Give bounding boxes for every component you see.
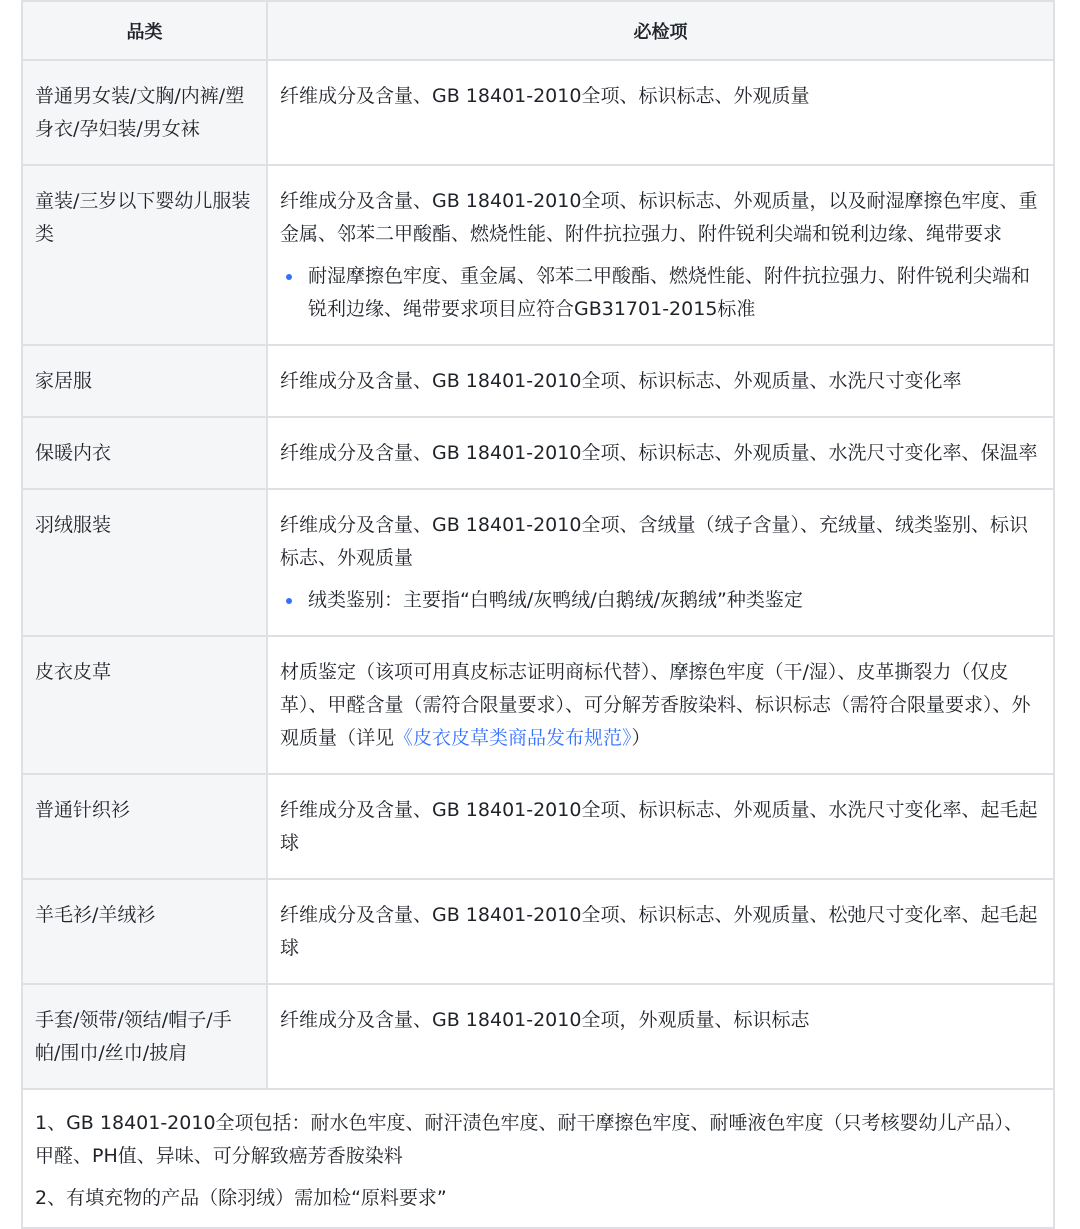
table-row [22,636,1054,774]
notes-row [22,1089,1054,1228]
row-checks: 纤维成分及含量、GB 18401-2010全项、标识标志、外观质量，以及耐湿摩擦色牢度、重金属、邻苯二甲酸酯、燃烧性能、附件抗拉强力、附件锐利尖端和锐利边缘、绳带要求 [280,190,1038,245]
table-row [22,879,1054,984]
checks-text-post: ） [631,727,651,749]
row-checks [268,637,1053,773]
row-category: 普通男女装/文胸/内裤/塑身衣/孕妇装/男女袜 [35,85,245,140]
table-row [22,60,1054,165]
table-row [22,417,1054,489]
table-row [22,345,1054,417]
checks-text-pre: 材质鉴定（该项可用真皮标志证明商标代替）、摩擦色牢度（干/湿）、皮革撕裂力（仅皮革）、甲醛含量（需符合限量要求）、可分解芳香胺染料、标识标志（需符合限量要求）、外观质量（详见 [280,661,1031,749]
table-row [22,984,1054,1089]
row-category: 羽绒服装 [35,514,112,536]
header-checks: 必检项 [267,1,1054,60]
inspection-table [21,0,1055,1229]
row-checks: 纤维成分及含量、GB 18401-2010全项、标识标志、外观质量、水洗尺寸变化率、起毛起球 [280,799,1038,854]
row-bullet-note: 耐湿摩擦色牢度、重金属、邻苯二甲酸酯、燃烧性能、附件抗拉强力、附件锐利尖端和锐利边缘、绳带要求项目应符合GB31701-2015标准 [280,260,1041,326]
row-category: 家居服 [35,370,93,392]
row-checks: 纤维成分及含量、GB 18401-2010全项、标识标志、外观质量、水洗尺寸变化率、保温率 [280,442,1038,464]
row-category: 手套/领带/领结/帽子/手帕/围巾/丝巾/披肩 [35,1009,232,1064]
row-category: 童装/三岁以下婴幼儿服装类 [35,190,251,245]
leather-spec-link[interactable]: 《皮衣皮草类商品发布规范》 [394,727,632,749]
note-2: 2、有填充物的产品（除羽绒）需加检“原料要求” [35,1187,447,1209]
row-bullet-note: 绒类鉴别：主要指“白鸭绒/灰鸭绒/白鹅绒/灰鹅绒”种类鉴定 [280,584,1041,617]
table-row [22,774,1054,879]
table-header-row [22,1,1054,60]
row-checks: 纤维成分及含量、GB 18401-2010全项，外观质量、标识标志 [280,1009,810,1031]
row-checks: 纤维成分及含量、GB 18401-2010全项、标识标志、外观质量、松弛尺寸变化率、起毛起球 [280,904,1038,959]
row-category: 羊毛衫/羊绒衫 [35,904,156,926]
row-checks: 纤维成分及含量、GB 18401-2010全项、标识标志、外观质量、水洗尺寸变化率 [280,370,962,392]
row-checks: 纤维成分及含量、GB 18401-2010全项、标识标志、外观质量 [280,85,810,107]
table-row [22,489,1054,636]
row-category: 皮衣皮草 [35,661,112,683]
row-category: 普通针织衫 [35,799,131,821]
note-1: 1、GB 18401-2010全项包括：耐水色牢度、耐汗渍色牢度、耐干摩擦色牢度、耐唾液色牢度（只考核婴幼儿产品）、甲醛、PH值、异味、可分解致癌芳香胺染料 [35,1112,1024,1167]
header-category: 品类 [22,1,267,60]
row-category: 保暖内衣 [35,442,112,464]
table-row [22,165,1054,345]
row-checks: 纤维成分及含量、GB 18401-2010全项、含绒量（绒子含量）、充绒量、绒类鉴别、标识标志、外观质量 [280,514,1028,569]
